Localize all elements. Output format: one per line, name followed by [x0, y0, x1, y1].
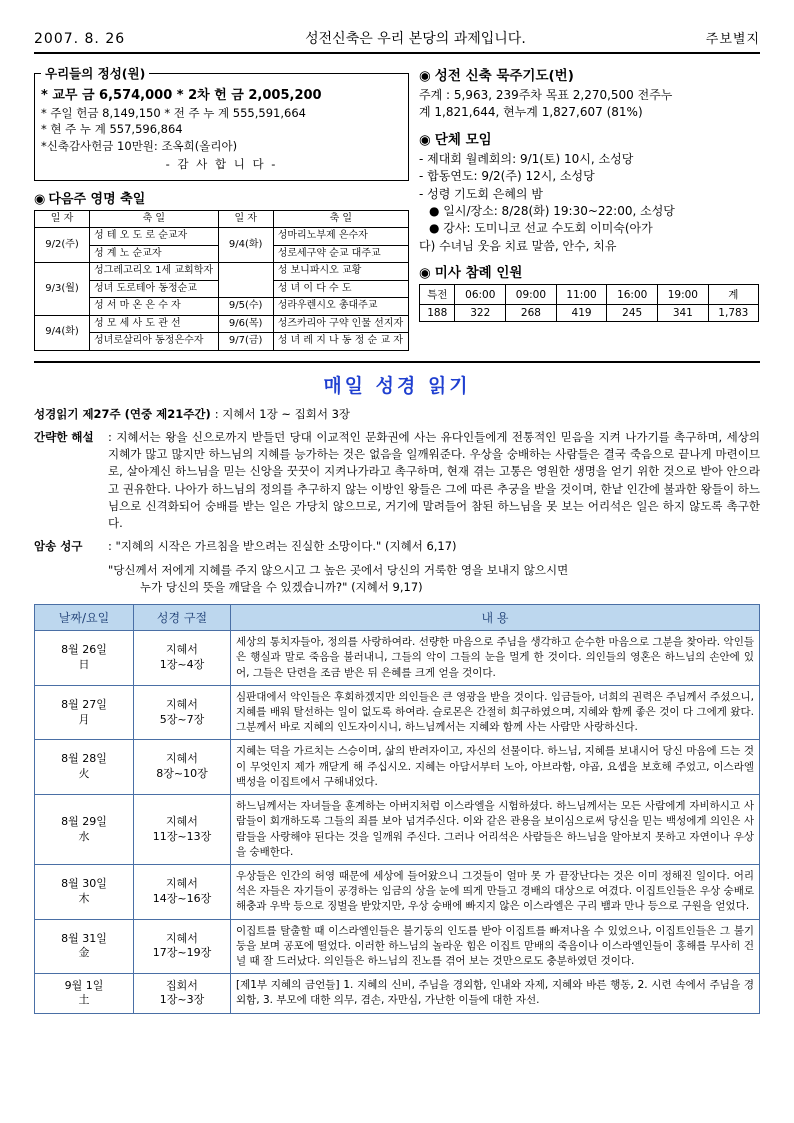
reading-content: 지혜는 덕을 가르치는 스승이며, 삶의 반려자이고, 자신의 선물이다. 하느님, 지혜를 보내시어 당신 마음에 드는 것이 무엇인지 제가 깨닫게 해 주십시오. 지혜는 아담서부터 노아, 아브라함, 야곱, 요셉을 보호해 주었고, 이스라엘 백성을 이집트에서 구해내었다. [231, 740, 760, 795]
offering-line-2: * 주일 헌금 8,149,150 * 전 주 누 계 555,591,664 [41, 105, 306, 120]
meeting-item-1: - 합동연도: 9/2(주) 12시, 소성당 [419, 169, 595, 184]
reading-date [35, 974, 134, 1013]
verse-line-1: "당신께서 저에게 지혜를 주지 않으시고 그 높은 곳에서 당신의 거룩한 영을 보내지 않으시면 [108, 562, 569, 577]
reading-ref [134, 685, 231, 740]
top-section [34, 64, 760, 351]
table-row [35, 298, 409, 316]
verse-row [34, 538, 760, 555]
right-column [419, 64, 759, 351]
reading-date-line2: 月 [78, 712, 90, 726]
nameday-date: 9/4(화) [218, 228, 273, 263]
bullet-icon: ◉ [34, 191, 46, 207]
meetings-title [419, 128, 759, 148]
table-row [35, 795, 760, 865]
mass-value-3: 419 [556, 305, 607, 322]
reading-date-line1: 8월 28일 [61, 752, 107, 766]
reading-ref-book: 지혜서 [166, 697, 198, 711]
prayer-line-2: 계 1,821,644, 현누계 1,827,607 (81%) [419, 105, 643, 120]
reading-ref-chapters: 17장~19장 [152, 946, 212, 960]
header-right-label: 주보별지 [705, 32, 760, 47]
reading-table [34, 604, 760, 1014]
mass-title-text: 미사 참례 인원 [434, 265, 523, 282]
offering-line-4: *신축감사헌금 10만원: 조옥희(올리아) [41, 138, 238, 153]
nameday-date: 9/6(목) [218, 315, 273, 333]
offering-box [34, 64, 409, 181]
left-column [34, 64, 409, 351]
prayer-line-1: 주계 : 5,963, 239주차 목표 2,270,500 전주누 [419, 88, 673, 102]
page-header [34, 28, 760, 48]
nameday-table [34, 210, 409, 351]
summary-label: 간략한 해설 [34, 429, 94, 444]
reading-content: 세상의 통치자들아, 정의를 사랑하여라. 선량한 마음으로 주님을 생각하고 순수한 마음으로 그분을 찾아라. 악인들은 행실과 말로 죽음을 불러내니, 그들의 악이 그들의 눈을 멀게 한 것이다. 의인들의 영혼은 하느님의 손안에 있어, 그들은 단련을 조금 받은 뒤 은혜를 크게 얻을 것이다. [231, 631, 760, 686]
reading-date-line2: 水 [78, 829, 90, 843]
nameday-feast: 성 계 노 순교자 [90, 245, 219, 263]
meeting-subitem-1: ● 강사: 도미니코 선교 수도회 이미숙(아가 [429, 221, 653, 236]
circle-bullet-icon: ◉ [419, 68, 431, 84]
summary-row [34, 429, 760, 533]
nameday-feast: 성 보니파시오 교황 [273, 263, 408, 281]
verse-line-0: : "지혜의 시작은 가르침을 받으려는 진실한 소망이다." (지혜서 6,17) [108, 539, 457, 554]
reading-ref-chapters: 11장~13장 [152, 829, 212, 843]
table-header-row [35, 210, 409, 228]
prayer-title-text: 성전 신축 묵주기도(번) [434, 68, 574, 84]
offering-legend: 우리들의 정성(원) [45, 66, 146, 81]
mass-value-1: 322 [455, 305, 506, 322]
mass-value-2: 268 [506, 305, 557, 322]
table-row [35, 228, 409, 246]
reading-ref-chapters: 14장~16장 [152, 891, 212, 905]
reading-date-line2: 木 [78, 891, 90, 905]
header-rule [34, 52, 760, 54]
reading-date [35, 631, 134, 686]
reading-date [35, 795, 134, 865]
week-row [34, 406, 760, 423]
table-row [420, 305, 759, 322]
bible-section-heading: 매일 성경 읽기 [323, 374, 471, 397]
reading-header-date: 날짜/요일 [35, 605, 134, 631]
circle-bullet-icon: ◉ [419, 265, 431, 282]
nameday-header-3: 축 일 [273, 210, 408, 228]
reading-ref-book: 지혜서 [166, 752, 198, 766]
meeting-item-2: - 성령 기도회 은혜의 밤 [419, 186, 543, 201]
nameday-date: 9/3(월) [35, 263, 90, 316]
reading-ref-chapters: 5장~7장 [159, 712, 205, 726]
reading-date-line1: 8월 31일 [61, 931, 107, 945]
prayer-title [419, 64, 759, 84]
nameday-feast: 성 테 오 도 로 순교자 [90, 228, 219, 246]
nameday-date: 9/5(수) [218, 298, 273, 316]
verse-line-2: 누가 당신의 뜻을 깨달을 수 있겠습니까?" (지혜서 9,17) [140, 579, 423, 594]
mass-header-2: 09:00 [506, 285, 557, 305]
reading-ref-chapters: 8장~10장 [156, 767, 208, 781]
verse-label: 암송 성구 [34, 539, 83, 554]
reading-date [35, 685, 134, 740]
reading-date-line1: 8월 27일 [61, 697, 107, 711]
nameday-feast: 성라우렌시오 총대주교 [273, 298, 408, 316]
reading-ref-book: 집회서 [166, 978, 198, 992]
reading-date-line2: 日 [78, 657, 90, 671]
nameday-date: 9/2(주) [35, 228, 90, 263]
reading-ref-book: 지혜서 [166, 876, 198, 890]
reading-ref-book: 지혜서 [166, 814, 198, 828]
meetings-title-text: 단체 모임 [434, 131, 492, 148]
reading-content: 이집트를 탈출할 때 이스라엘인들은 불기둥의 인도를 받아 이집트를 빠져나올 수 있었으나, 이집트인들은 그 불기둥을 보며 공포에 떨었다. 이러한 하느님의 놀라운 힘은 이집트 맏배의 죽음이나 이스라엘인들이 홍해를 무사히 건널 때 잘 드러났다. 의인들은 하느님의 진노를 겪어 보는 것만으로도 충분하였던 것이다. [231, 919, 760, 974]
header-title: 성전신축은 우리 본당의 과제입니다. [305, 31, 526, 47]
reading-date [35, 740, 134, 795]
mass-header-6: 계 [708, 285, 758, 305]
offering-thanks: - 감 사 합 니 다 - [165, 157, 278, 172]
mass-header-4: 16:00 [607, 285, 658, 305]
nameday-title-text: 다음주 영명 축일 [48, 191, 146, 207]
reading-content: 우상들은 인간의 허영 때문에 세상에 들어왔으니 그것들이 얼마 못 가 끝장난다는 것은 이미 정해진 일이다. 어리석은 자들은 자기들이 공경하는 임금의 상을 눈에 띄게 만들고 경배의 대상으로 여겼다. 이집트인들은 우상 숭배로 해충과 우박 등으로 징벌을 받았지만, 우상 숭배에 빠지지 않은 이스라엘은 구리 뱀과 만나 등으로 구원을 얻었다. [231, 864, 760, 919]
meeting-subitem-cont: 다) 수녀님 웃음 치료 말씀, 안수, 치유 [419, 238, 617, 253]
table-row [35, 740, 760, 795]
reading-date-line2: 土 [78, 993, 90, 1007]
nameday-feast: 성즈카리아 구약 인물 선지자 [273, 315, 408, 333]
table-row [35, 974, 760, 1013]
table-row [35, 685, 760, 740]
nameday-feast: 성그레고리오 1세 교회학자 [90, 263, 219, 281]
nameday-header-1: 축 일 [90, 210, 219, 228]
reading-date-line1: 8월 30일 [61, 876, 107, 890]
summary-text: : 지혜서는 왕을 신으로까지 받들던 당대 이교적인 문화권에 사는 유다인들에게 전통적인 믿음을 지켜 나가기를 촉구하며, 세상의 지혜가 많고 많지만 하느님의 지혜를 능가하는 것은 없음을 일깨워준다. 우상을 숭배하는 사람들은 결국 죽음으로 끝나게 마련이므로, 살아계신 하느님을 믿는 신앙을 꿋꿋이 지켜나가라고 촉구하며, 현재 겪는 고통은 영원한 생명을 얻기 위한 것으로 받아 안으라고 권유한다. 나아가 하느님의 정의를 추구하지 않는 이방인 왕들은 그에 따른 추궁을 받을 것이며, 한낱 인간에 불과한 왕들이 하느님으로 신격화되어 숭배를 받는 일은 가당치 않으므로, 거기에 말려들어 참된 하느님을 못 보는 어리석은 일은 하지 않도록 촉구한다. [108, 429, 760, 531]
table-row [35, 315, 409, 333]
nameday-feast: 성마리노부제 은수자 [273, 228, 408, 246]
nameday-feast: 성 녀 레 지 나 동 정 순 교 자 [273, 333, 408, 351]
reading-ref-chapters: 1장~3장 [159, 993, 205, 1007]
table-row [35, 631, 760, 686]
mass-value-4: 245 [607, 305, 658, 322]
mass-header-3: 11:00 [556, 285, 607, 305]
reading-ref [134, 795, 231, 865]
meeting-subitem-0: ● 일시/장소: 8/28(화) 19:30~22:00, 소성당 [429, 203, 675, 218]
nameday-date: 9/7(금) [218, 333, 273, 351]
nameday-feast: 성녀 도로테아 동정순교 [90, 280, 219, 298]
reading-ref [134, 864, 231, 919]
nameday-feast: 성로세구약 순교 대주교 [273, 245, 408, 263]
nameday-feast: 성 녀 이 다 수 도 [273, 280, 408, 298]
nameday-date: 9/4(화) [35, 315, 90, 350]
reading-date [35, 864, 134, 919]
reading-header-ref: 성경 구절 [134, 605, 231, 631]
offering-line-3: * 현 주 누 계 557,596,864 [41, 122, 183, 137]
table-row [35, 864, 760, 919]
mass-header-0: 특전 [420, 285, 455, 305]
reading-date-line1: 9월 1일 [64, 978, 104, 992]
nameday-title [34, 188, 409, 207]
table-header-row [35, 605, 760, 631]
circle-bullet-icon: ◉ [419, 131, 431, 148]
reading-date-line2: 火 [78, 767, 90, 781]
reading-ref [134, 919, 231, 974]
mass-attendance-table [419, 284, 759, 322]
mass-value-0: 188 [420, 305, 455, 322]
reading-content: 하느님께서는 자녀들을 훈계하는 아버지처럼 이스라엘을 시험하셨다. 하느님께서는 모든 사람에게 자비하시고 사람들이 회개하도록 그들의 죄를 보아 넘겨주신다. 이와 같은 관용을 보이심으로써 당신을 믿는 백성에게 의인은 사람들을 사랑해야 된다는 것을 일깨워 주신다. 그러나 어리석은 사람들은 하느님을 알아보지 못하고 자연이나 우상을 숭배한다. [231, 795, 760, 865]
week-label: 성경읽기 제27주 (연중 제21주간) [34, 406, 211, 421]
reading-ref [134, 740, 231, 795]
nameday-feast: 성녀로살리아 동정은수자 [90, 333, 219, 351]
nameday-feast: 성 모 세 사 도 관 선 [90, 315, 219, 333]
section-divider [34, 361, 760, 363]
week-value: : 지혜서 1장 ~ 집회서 3장 [214, 406, 351, 421]
mass-value-6: 1,783 [708, 305, 758, 322]
mass-value-5: 341 [658, 305, 709, 322]
nameday-feast: 성 서 마 온 은 수 자 [90, 298, 219, 316]
reading-date [35, 919, 134, 974]
mass-title [419, 261, 759, 281]
reading-header-content: 내 용 [231, 605, 760, 631]
meeting-item-0: - 제대회 월례회의: 9/1(토) 10시, 소성당 [419, 151, 634, 166]
reading-date-line1: 8월 26일 [61, 643, 107, 657]
reading-ref [134, 974, 231, 1013]
reading-ref [134, 631, 231, 686]
reading-content: [제1부 지혜의 금언들] 1. 지혜의 신비, 주님을 경외함, 인내와 자제, 지혜와 바른 행동, 2. 시련 속에서 주님을 경외함, 3. 부모에 대한 의무, 겸손, 자만심, 가난한 이들에 대한 자선. [231, 974, 760, 1013]
reading-date-line2: 金 [78, 946, 90, 960]
table-row [35, 263, 409, 281]
table-row [35, 919, 760, 974]
nameday-date [218, 263, 273, 298]
table-header-row [420, 285, 759, 305]
offering-line-1: * 교무 금 6,574,000 * 2차 헌 금 2,005,200 [41, 88, 322, 103]
header-date: 2007. 8. 26 [34, 31, 126, 47]
reading-content: 심판대에서 악인들은 후회하겠지만 의인들은 큰 영광을 받을 것이다. 임금들아, 너희의 권력은 주님께서 주셨으니, 지혜를 배워 탈선하는 일이 없도록 하여라. 슬로몬은 간절히 희구하였으며, 지혜와 함께 좋은 것이 다 그에게 왔다. 그분께서 바로 지혜의 인도자이시니, 하느님께서는 지혜와 함께 사는 사람만 사랑하신다. [231, 685, 760, 740]
mass-header-1: 06:00 [455, 285, 506, 305]
reading-date-line1: 8월 29일 [61, 814, 107, 828]
reading-ref-chapters: 1장~4장 [159, 657, 205, 671]
reading-ref-book: 지혜서 [166, 931, 198, 945]
table-row [35, 333, 409, 351]
nameday-header-2: 일 자 [218, 210, 273, 228]
nameday-header-0: 일 자 [35, 210, 90, 228]
reading-ref-book: 지혜서 [166, 643, 198, 657]
mass-header-5: 19:00 [658, 285, 709, 305]
